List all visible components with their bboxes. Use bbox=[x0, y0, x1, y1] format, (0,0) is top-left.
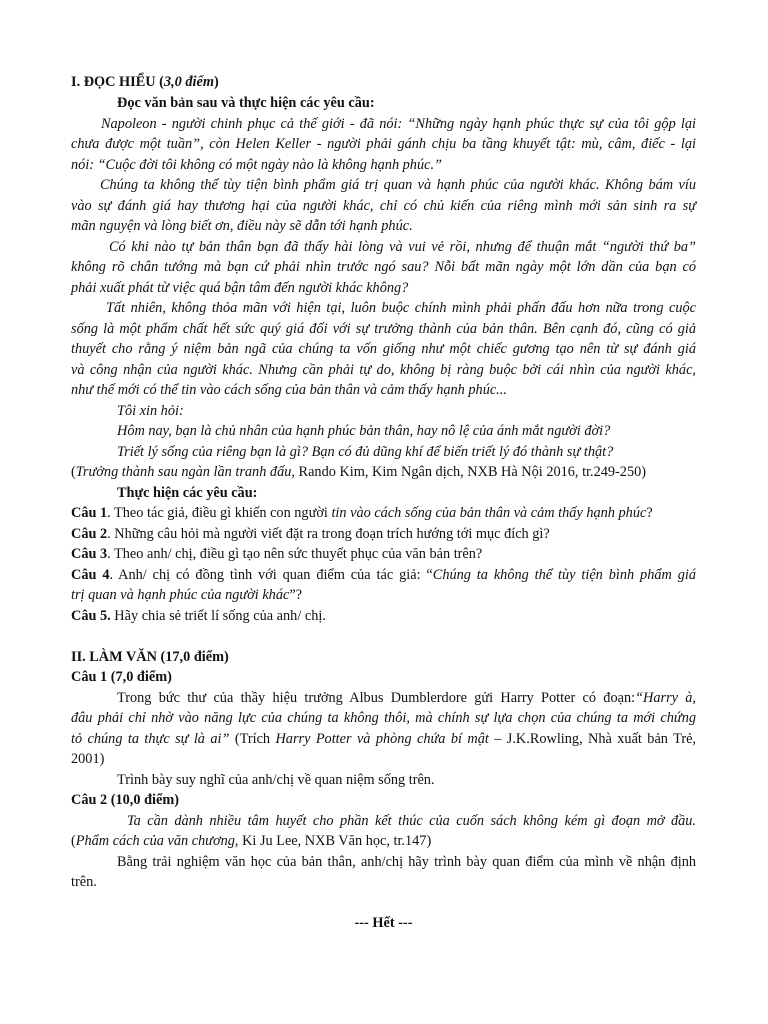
source-title: Phẩm cách của văn chương bbox=[75, 833, 235, 849]
source-title: Trưởng thành sau ngàn lần tranh đấu bbox=[75, 464, 292, 480]
question-4-continued bbox=[71, 585, 696, 605]
heading-suffix: ) bbox=[213, 74, 219, 90]
question-tail: ? bbox=[646, 505, 653, 521]
part2-q1-heading: Câu 1 (7,0 điểm) bbox=[71, 669, 172, 685]
prompt-text: Trong bức thư của thầy hiệu trưởng Albus Dumblerdore gửi Harry Potter có đoạn: bbox=[117, 690, 636, 706]
source-details: , Ki Ju Lee, NXB Văn học, tr.147) bbox=[234, 833, 432, 849]
passage-line: Có khi nào tự bản thân bạn đã thấy hài lòng và vui vẻ rồi, nhưng để thuận mắt “người thứ ba” bbox=[109, 239, 696, 255]
question-quote: tin vào cách sống của bản thân và cảm thấy hạnh phúc bbox=[331, 505, 647, 521]
part1-instruction: Đọc văn bản sau và thực hiện các yêu cầu: bbox=[117, 95, 375, 111]
passage-line: sống là một phẩm chất hết sức quý giá đối với sự trưởng thành của bản thân. Bên cạnh đó, cũng có giả bbox=[71, 321, 696, 337]
part2-q1-line: đâu phải chỉ nhờ vào năng lực của chúng ta không thôi, mà chính sự lựa chọn của chúng ta mới chứng bbox=[71, 710, 696, 726]
source-details: , Rando Kim, Kim Ngân dịch, NXB Hà Nội 2016, tr.249-250) bbox=[291, 464, 646, 480]
question-label: Câu 1 bbox=[71, 505, 108, 521]
passage-line: vào sự đánh giá hay thương hại của người khác, chỉ có chủ kiến của riêng mình mới sản sinh ra sự bbox=[71, 198, 696, 214]
question-quote: trị quan và hạnh phúc của người khác bbox=[71, 587, 290, 603]
heading-points: 3,0 điểm bbox=[163, 74, 214, 90]
part2-heading: II. LÀM VĂN (17,0 điểm) bbox=[71, 649, 229, 665]
part2-q2-quote: Ta cần dành nhiều tâm huyết cho phần kết thúc của cuốn sách không kém gì đoạn mở đầu. bbox=[127, 813, 696, 829]
part2-q1-line bbox=[117, 688, 696, 708]
question-text: Hãy chia sẻ triết lí sống của anh/ chị. bbox=[110, 608, 326, 624]
part2-q2-source bbox=[71, 831, 696, 851]
passage-line: chưa được một tuần”, còn Helen Keller - người phải gánh chịu ba tầng khuyết tật: mù, câm, điếc - lại bbox=[71, 136, 696, 152]
passage-line: như thế mới có thể tin vào cách sống của bản thân và cảm thấy hạnh phúc... bbox=[71, 382, 507, 398]
passage-source bbox=[71, 462, 696, 482]
prompt-quote: tỏ chúng ta thực sự là ai” bbox=[71, 731, 230, 747]
passage-line: Tôi xin hỏi: bbox=[117, 403, 184, 419]
passage-line: phải xuất phát từ việc quá bận tâm đến người khác không? bbox=[71, 280, 409, 296]
tasks-heading: Thực hiện các yêu cầu: bbox=[117, 485, 258, 501]
question-label: Câu 4 bbox=[71, 567, 110, 583]
question-text: . Theo tác giả, điều gì khiến con người bbox=[107, 505, 332, 521]
source-open: ( bbox=[71, 464, 76, 480]
end-marker: --- Hết --- bbox=[354, 915, 413, 931]
passage-line: Chúng ta không thể tùy tiện bình phẩm giá trị quan và hạnh phúc của người khác. Không bám víu bbox=[100, 177, 696, 193]
passage-line: Tất nhiên, không thỏa mãn với hiện tại, luôn buộc chính mình phải phấn đấu hơn nữa trong cuộc bbox=[106, 300, 696, 316]
question-text: . Theo anh/ chị, điều gì tạo nên sức thuyết phục của văn bản trên? bbox=[107, 546, 483, 562]
question-tail: ”? bbox=[289, 587, 303, 603]
passage-line: thuyết cho rằng ý niệm bản ngã của chúng ta vốn giống như một chiếc gương tạo nên từ sự đánh giá bbox=[71, 341, 696, 357]
prompt-quote: “Harry à, bbox=[635, 690, 696, 706]
passage-line: mãn nguyện và lòng biết ơn, điều này sẽ dẫn tới hạnh phúc. bbox=[71, 218, 413, 234]
question-label: Câu 2 bbox=[71, 526, 108, 542]
question-5 bbox=[71, 606, 696, 626]
part2-q1-line: 2001) bbox=[71, 751, 105, 767]
part2-q1-line bbox=[71, 729, 696, 749]
part1-heading bbox=[71, 72, 696, 92]
prompt-text: (Trích bbox=[229, 731, 276, 747]
passage-line: không rõ chân tướng mà bạn cứ phải nhìn trước ngó sau? Nỗi bất mãn ngày một lớn dần của bạn có bbox=[71, 259, 696, 275]
question-1 bbox=[71, 503, 696, 523]
part2-q2-heading: Câu 2 (10,0 điểm) bbox=[71, 792, 180, 808]
question-quote: Chúng ta không thể tùy tiện bình phẩm giá bbox=[432, 567, 696, 583]
book-details: – J.K.Rowling, Nhà xuất bản Trẻ, bbox=[488, 731, 696, 747]
passage-line: Napoleon - người chinh phục cả thế giới - đã nói: “Những ngày hạnh phúc thực sự của tôi gộp lại bbox=[101, 116, 696, 132]
question-label: Câu 5. bbox=[71, 608, 111, 624]
question-text: . Những câu hỏi mà người viết đặt ra trong đoạn trích hướng tới mục đích gì? bbox=[107, 526, 550, 542]
question-2 bbox=[71, 524, 696, 544]
question-label: Câu 3 bbox=[71, 546, 108, 562]
book-title: Harry Potter và phòng chứa bí mật bbox=[275, 731, 489, 747]
passage-line: và công nhận của người khác. Nhưng cần phải tự do, không bị ràng buộc bởi cái nhìn của người khác, bbox=[71, 362, 696, 378]
heading-prefix: I. ĐỌC HIỂU ( bbox=[71, 74, 164, 90]
passage-line: nói: “Cuộc đời tôi không có một ngày nào là không hạnh phúc.” bbox=[71, 157, 442, 173]
part2-q2-task: Bằng trải nghiệm văn học của bản thân, anh/chị hãy trình bày quan điểm của mình về nhận định bbox=[117, 854, 696, 870]
passage-line: Triết lý sống của riêng bạn là gì? Bạn có đủ dũng khí để biến triết lý đó thành sự thật? bbox=[117, 444, 614, 460]
question-text: . Anh/ chị có đồng tình với quan điểm của tác giả: “ bbox=[109, 567, 433, 583]
passage-line: Hôm nay, bạn là chủ nhân của hạnh phúc bản thân, hay nô lệ của ánh mắt người đời? bbox=[117, 423, 611, 439]
question-3 bbox=[71, 544, 696, 564]
question-4 bbox=[71, 565, 696, 585]
source-open: ( bbox=[71, 833, 76, 849]
part2-q2-task-continued: trên. bbox=[71, 874, 97, 890]
part2-q1-task: Trình bày suy nghĩ của anh/chị về quan niệm sống trên. bbox=[117, 772, 435, 788]
